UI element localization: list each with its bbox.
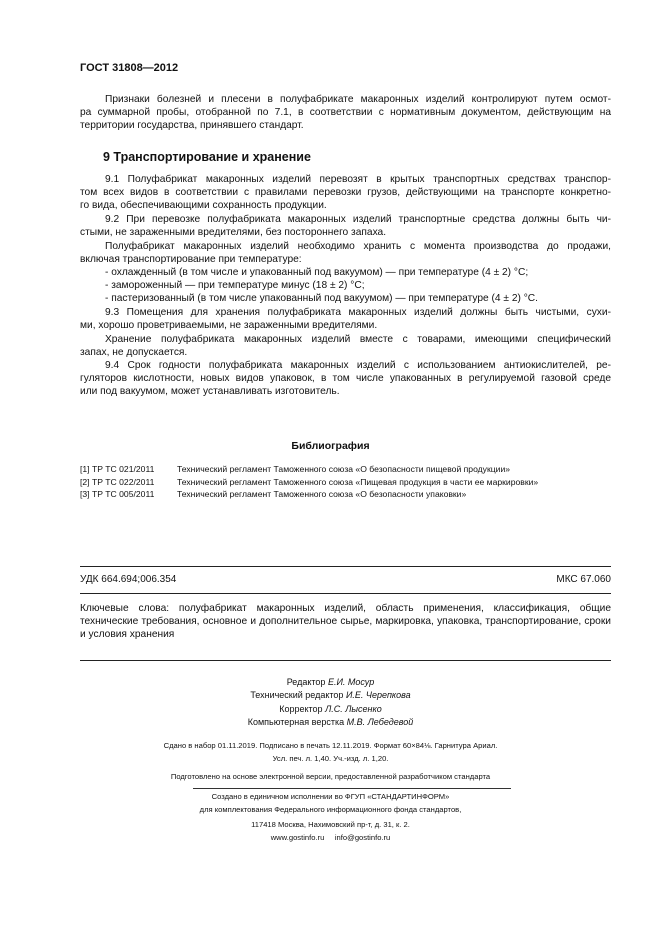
text-line: территории государства, принявшего стандарт. xyxy=(80,120,304,132)
keywords xyxy=(80,602,611,641)
text-line: 9.1 Полуфабрикат макаронных изделий перевозят в крытых транспортных средствах транспор- xyxy=(105,174,611,185)
credit-name: И.Е. Черепкова xyxy=(345,690,411,701)
bibliography-text: Технический регламент Таможенного союза «О безопасности упаковки» xyxy=(177,489,467,500)
udk-code: УДК 664.694;006.354 xyxy=(80,574,177,585)
credit-line xyxy=(0,676,661,689)
email-link[interactable]: info@gostinfo.ru xyxy=(334,832,391,842)
publisher-contacts xyxy=(0,832,661,845)
text-line: Полуфабрикат макаронных изделий необходимо хранить с момента производства до продажи, xyxy=(105,241,611,252)
imprint-details xyxy=(0,740,661,765)
publisher-line: для комплектования Федерального информационного фонда стандартов, xyxy=(199,804,462,814)
list-item: - пастеризованный (в том числе упакованный под вакуумом) — при температуре (4 ± 2) °С. xyxy=(105,293,538,305)
paragraph-9-2 xyxy=(80,213,611,239)
credit-line xyxy=(0,703,661,716)
bibliography-title: Библиография xyxy=(291,440,370,452)
paragraph-storage-note xyxy=(80,333,611,359)
keywords-text: Ключевые слова: полуфабрикат макаронных изделий, область применения, классификация, общие технические требования, основное и дополнительное сырье, маркировка, упаковка, транспортирование, сроки и условия хранения xyxy=(80,603,611,640)
text-line: гуляторов кислотности, новых видов упаковок, в том числе упакованных в регулируемой газовой среде xyxy=(80,373,611,385)
bibliography-item xyxy=(80,476,538,489)
bibliography-text: Технический регламент Таможенного союза «Пищевая продукция в части ее маркировки» xyxy=(177,476,539,487)
paragraph-9-1 xyxy=(80,173,611,213)
text-line: 9.4 Срок годности полуфабриката макаронных изделий с использованием антиокислителей, ре- xyxy=(105,360,611,371)
publisher-line: Создано в единичном исполнении во ФГУП «СТАНДАРТИНФОРМ» xyxy=(211,792,450,801)
mks-code: МКС 67.060 xyxy=(556,574,611,585)
document-code: ГОСТ 31808—2012 xyxy=(80,62,179,74)
paragraph-storage xyxy=(80,240,611,266)
list-item: - замороженный — при температуре минус (18 ± 2) °С; xyxy=(105,280,365,292)
prepared-line: Подготовлено на основе электронной версии, предоставленной разработчиком стандарта xyxy=(170,772,491,781)
bibliography-item xyxy=(80,463,538,476)
divider xyxy=(80,660,611,661)
text-line: том всех видов в соответствии с правилами перевозки грузов, действующими на транспорте конкретно- xyxy=(80,187,611,199)
website-link[interactable]: www.gostinfo.ru xyxy=(270,832,325,842)
bibliography-ref: [2] ТР ТС 022/2011 xyxy=(80,476,155,487)
text-line: Признаки болезней и плесени в полуфабрикате макаронных изделий контролируют путем осмот- xyxy=(105,94,611,105)
credit-role: Технический редактор xyxy=(250,690,344,701)
prepared-note xyxy=(0,771,661,784)
credit-role: Компьютерная верстка xyxy=(247,717,345,728)
text-line: 9.3 Помещения для хранения полуфабриката макаронных изделий должны быть чистыми, сухи- xyxy=(105,307,611,318)
credit-line xyxy=(0,689,661,702)
publisher-address: 117418 Москва, Нахимовский пр-т, д. 31, к. 2. xyxy=(251,820,410,830)
divider xyxy=(193,788,511,789)
text-line: Хранение полуфабриката макаронных изделий вместе с товарами, имеющими специфический xyxy=(105,334,611,345)
text-line: запах, не допускается. xyxy=(80,347,188,359)
text-line: или под вакуумом, может устанавливать изготовитель. xyxy=(80,386,340,398)
paragraph-9-3 xyxy=(80,306,611,332)
bibliography-ref: [3] ТР ТС 005/2011 xyxy=(80,489,155,500)
credit-role: Редактор xyxy=(286,677,326,687)
publisher-block xyxy=(0,791,661,844)
text-line: стыми, не зараженными вредителями, без постороннего запаха. xyxy=(80,227,387,239)
credit-name: Л.С. Лысенко xyxy=(325,703,382,714)
bibliography-ref: [1] ТР ТС 021/2011 xyxy=(80,464,155,474)
credit-name: Е.И. Мосур xyxy=(327,677,375,687)
divider xyxy=(80,566,611,567)
text-line: ра суммарной пробы, отобранной по 7.1, в соответствии с нормативным документом, действующим на xyxy=(80,107,611,119)
section-heading: 9 Транспортирование и хранение xyxy=(103,150,311,164)
bibliography-list xyxy=(80,463,538,501)
credit-role: Корректор xyxy=(279,703,323,714)
text-line: включая транспортирование при температуре: xyxy=(80,254,302,266)
divider xyxy=(80,593,611,594)
intro-paragraph xyxy=(80,93,611,133)
text-line: ми, хорошо проветриваемыми, не зараженными вредителями. xyxy=(80,320,378,332)
bibliography-item xyxy=(80,488,538,501)
text-line: го вида, обеспечивающими сохранность продукции. xyxy=(80,200,327,212)
credits-block xyxy=(0,676,661,730)
credit-name: М.В. Лебедевой xyxy=(346,717,414,728)
temperature-list xyxy=(80,266,611,306)
text-line: 9.2 При перевозке полуфабриката макаронных изделий транспортные средства должны быть чи- xyxy=(105,214,611,225)
imprint-line: Усл. печ. л. 1,40. Уч.-изд. л. 1,20. xyxy=(272,753,389,763)
credit-line xyxy=(0,716,661,729)
paragraph-9-4 xyxy=(80,359,611,399)
bibliography-text: Технический регламент Таможенного союза «О безопасности пищевой продукции» xyxy=(177,464,511,474)
list-item: - охлажденный (в том числе и упакованный под вакуумом) — при температуре (4 ± 2) °С; xyxy=(105,267,529,278)
imprint-line: Сдано в набор 01.11.2019. Подписано в печать 12.11.2019. Формат 60×84⅛. Гарнитура Ариал. xyxy=(163,741,498,750)
